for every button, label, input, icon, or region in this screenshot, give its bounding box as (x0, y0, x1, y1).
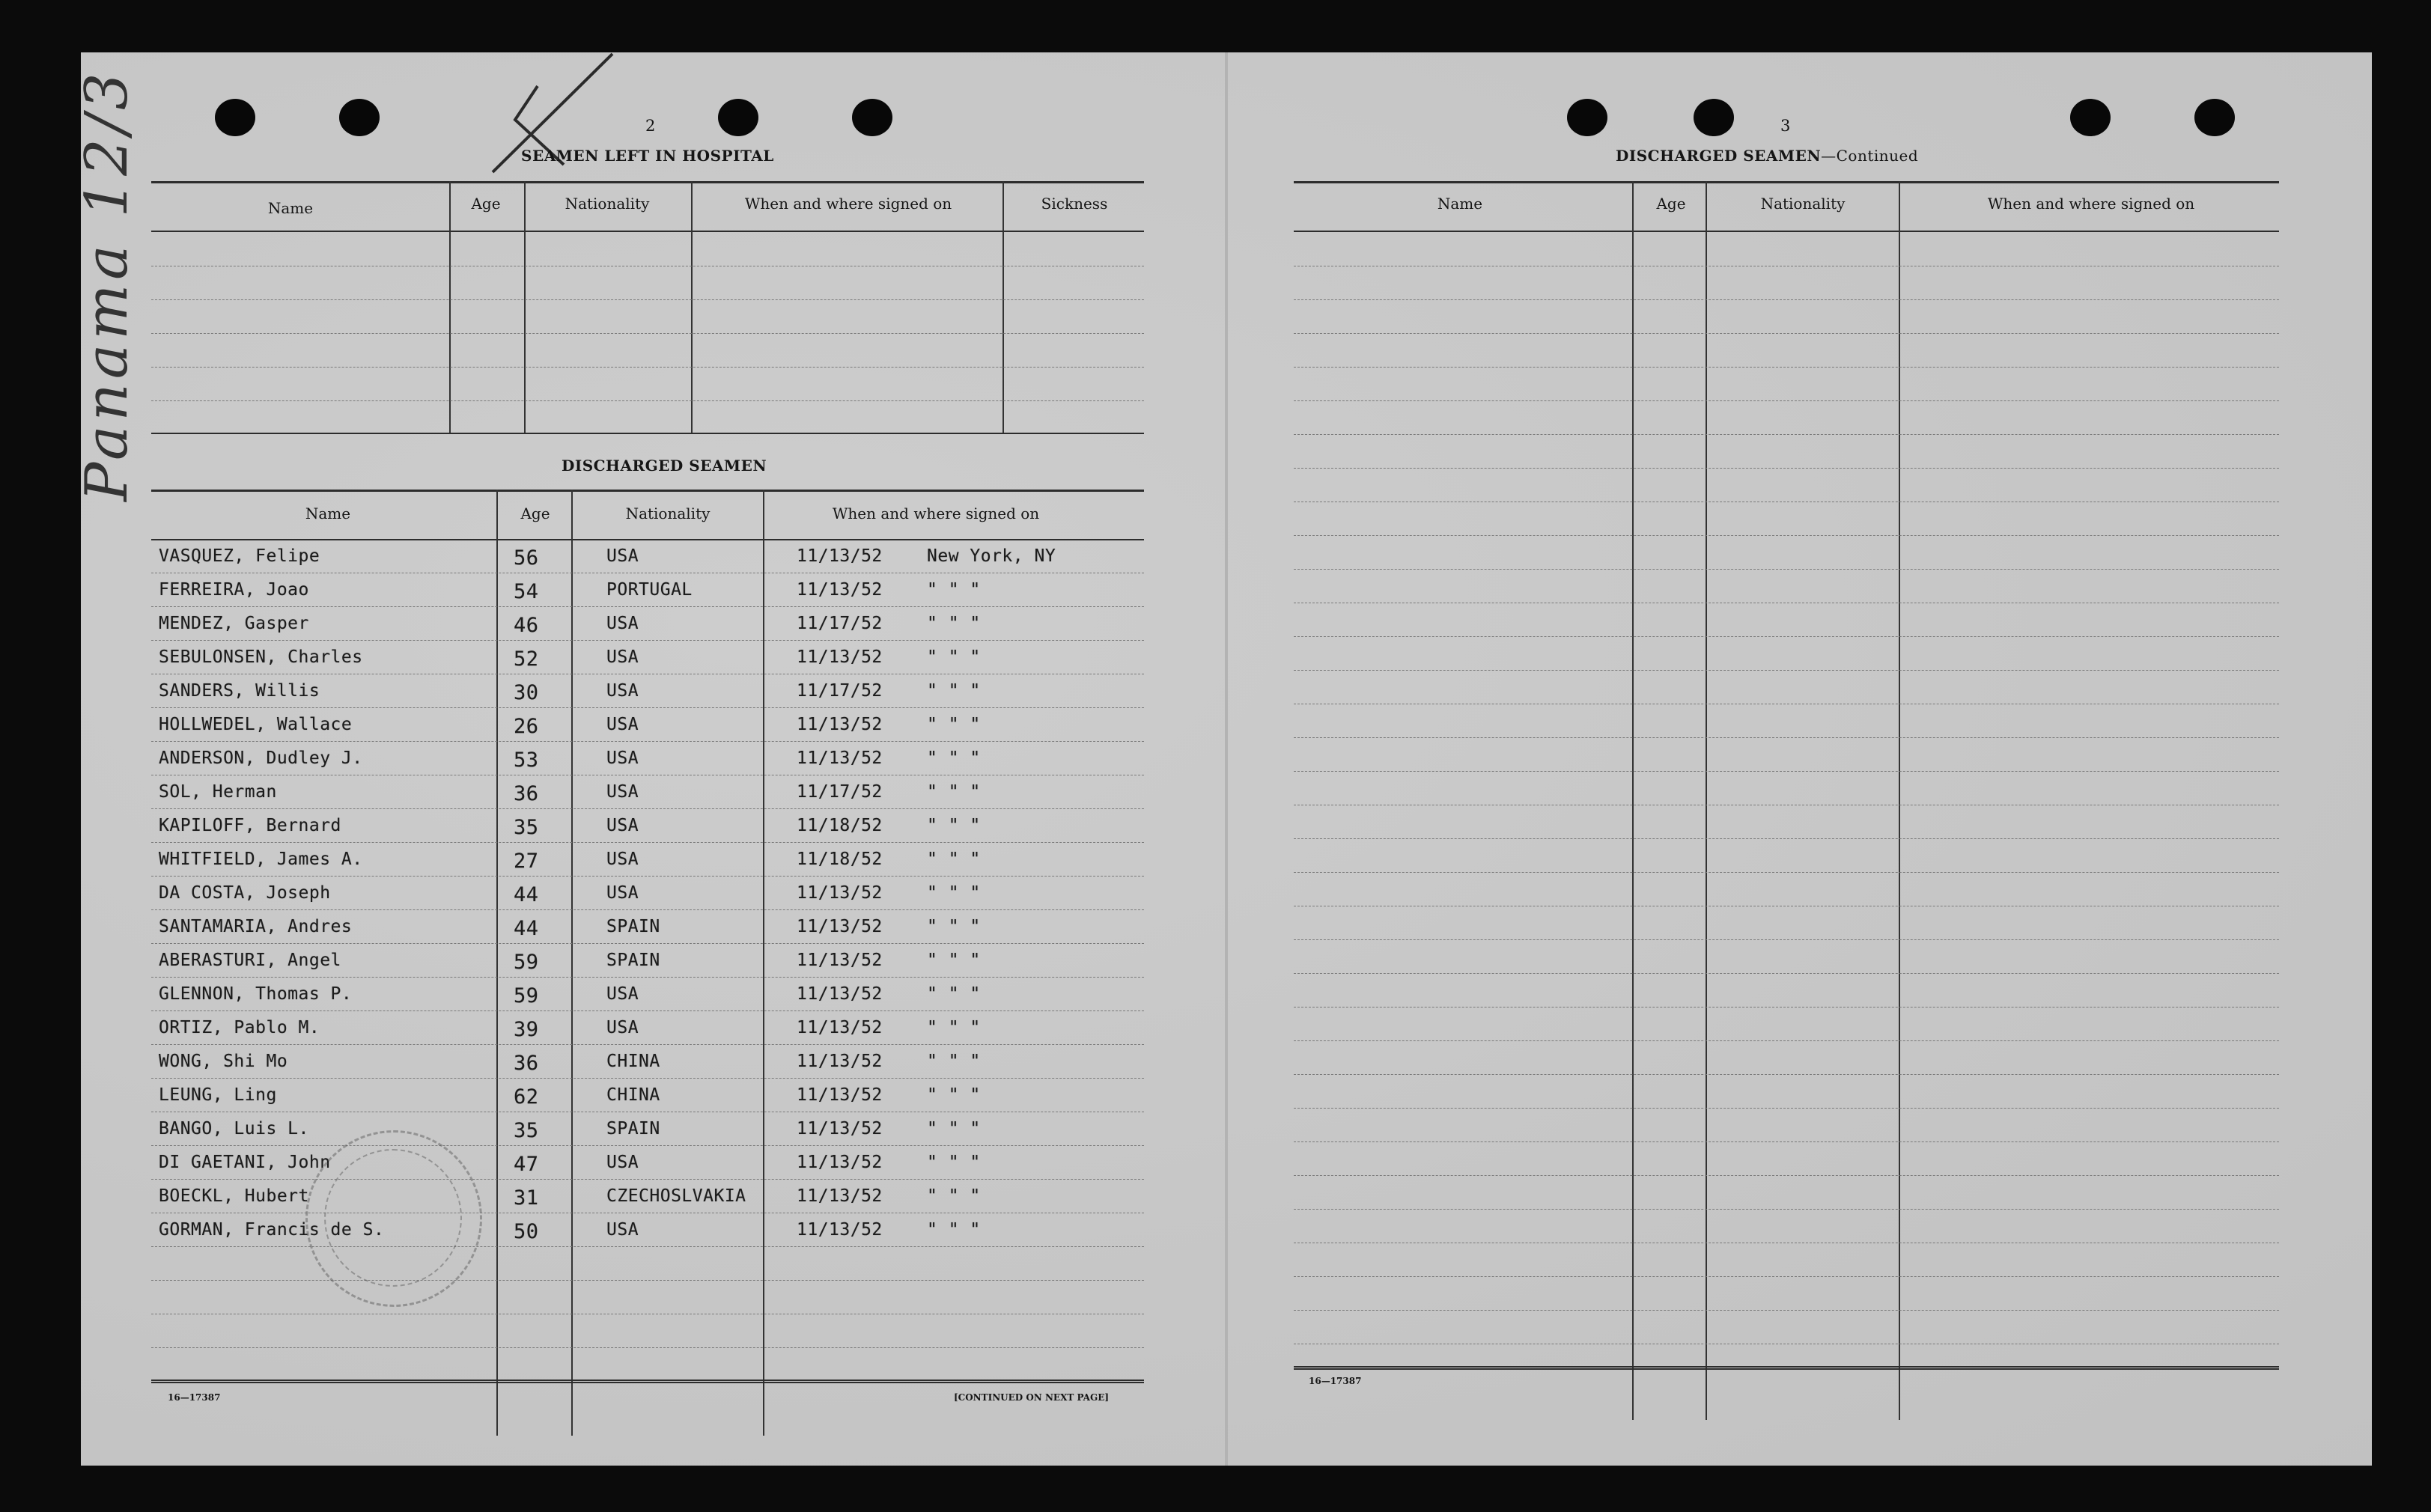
seaman-nationality: USA (606, 984, 639, 1004)
ruled-line (1294, 1040, 2279, 1041)
table-rule (151, 539, 1144, 540)
seaman-age: 36 (514, 1052, 539, 1075)
seaman-name: LEUNG, Ling (159, 1085, 277, 1105)
seaman-age: 54 (514, 580, 539, 603)
seaman-name: ORTIZ, Pablo M. (159, 1018, 320, 1037)
seaman-age: 31 (514, 1186, 539, 1210)
ruled-line (1294, 333, 2279, 334)
ruled-line (1294, 1074, 2279, 1075)
ruled-line (1294, 1141, 2279, 1142)
seaman-age: 56 (514, 546, 539, 570)
hospital-col-signed-on: When and where signed on (744, 195, 952, 213)
ruled-line (151, 1044, 1144, 1045)
seaman-name: SOL, Herman (159, 782, 277, 802)
ruled-line (1294, 434, 2279, 435)
continued-title-suffix: —Continued (1821, 147, 1919, 165)
page-fold (1225, 52, 1228, 1466)
punch-hole (215, 99, 255, 136)
signed-on-place: " " " (927, 782, 981, 802)
column-divider (524, 181, 526, 433)
seaman-nationality: USA (606, 850, 639, 869)
signed-on-date: 11/13/52 (797, 1085, 883, 1105)
ruled-line (151, 909, 1144, 910)
signed-on-place: " " " (927, 1119, 981, 1138)
table-rule (151, 1380, 1144, 1381)
seaman-age: 62 (514, 1085, 539, 1109)
ruled-line (1294, 737, 2279, 738)
seaman-age: 53 (514, 749, 539, 772)
ruled-line (151, 876, 1144, 877)
table-rule (1294, 231, 2279, 232)
signed-on-date: 11/13/52 (797, 1052, 883, 1071)
seaman-age: 39 (514, 1018, 539, 1041)
right-col-signed-on: When and where signed on (1987, 195, 2195, 213)
ruled-line (1294, 636, 2279, 637)
ruled-line (1294, 535, 2279, 536)
ruled-line (1294, 400, 2279, 401)
ruled-line (1294, 299, 2279, 300)
discharged-col-age: Age (520, 504, 550, 522)
seaman-name: WONG, Shi Mo (159, 1052, 288, 1071)
signed-on-date: 11/13/52 (797, 1153, 883, 1172)
seaman-nationality: CHINA (606, 1052, 660, 1071)
ruled-line (151, 741, 1144, 742)
column-divider (571, 490, 573, 1436)
seaman-nationality: USA (606, 1220, 639, 1240)
signed-on-place: " " " (927, 1052, 981, 1071)
seaman-name: KAPILOFF, Bernard (159, 816, 341, 835)
seaman-name: DI GAETANI, John (159, 1153, 331, 1172)
seaman-name: HOLLWEDEL, Wallace (159, 715, 353, 734)
hospital-section-title: SEAMEN LEFT IN HOSPITAL (521, 147, 774, 165)
form-number: 16—17387 (1309, 1376, 1362, 1386)
margin-handwritten-note: Panama 12/3 (73, 68, 141, 502)
seaman-age: 26 (514, 715, 539, 738)
ruled-line (151, 1347, 1144, 1348)
seaman-age: 59 (514, 951, 539, 974)
ruled-line (1294, 973, 2279, 974)
signed-on-date: 11/13/52 (797, 1220, 883, 1240)
seaman-nationality: USA (606, 749, 639, 768)
page-number: 3 (1780, 117, 1791, 135)
ruled-line (151, 943, 1144, 944)
document-sheet (73, 52, 2372, 1466)
signed-on-place: " " " (927, 614, 981, 633)
table-rule (1294, 1368, 2279, 1370)
seaman-age: 35 (514, 816, 539, 839)
signed-on-date: 11/17/52 (797, 782, 883, 802)
ruled-line (1294, 1276, 2279, 1277)
signed-on-date: 11/18/52 (797, 816, 883, 835)
signed-on-place: " " " (927, 580, 981, 600)
ruled-line (151, 606, 1144, 607)
ruled-line (1294, 569, 2279, 570)
seaman-age: 44 (514, 883, 539, 906)
seaman-nationality: USA (606, 883, 639, 903)
discharged-section-title: DISCHARGED SEAMEN (562, 457, 767, 475)
seaman-nationality: CZECHOSLVAKIA (606, 1186, 746, 1206)
signed-on-place: " " " (927, 1153, 981, 1172)
seaman-age: 52 (514, 647, 539, 671)
signed-on-place: " " " (927, 715, 981, 734)
ruled-line (151, 400, 1144, 401)
continued-section-title (1616, 147, 1918, 165)
signed-on-date: 11/17/52 (797, 614, 883, 633)
seaman-age: 35 (514, 1119, 539, 1142)
ruled-line (1294, 670, 2279, 671)
table-rule (1294, 1366, 2279, 1368)
ruled-line (1294, 1007, 2279, 1008)
seaman-nationality: USA (606, 647, 639, 667)
punch-hole (1567, 99, 1607, 136)
signed-on-date: 11/18/52 (797, 850, 883, 869)
signed-on-date: 11/13/52 (797, 1018, 883, 1037)
signed-on-place: " " " (927, 984, 981, 1004)
seaman-name: VASQUEZ, Felipe (159, 546, 320, 566)
seaman-nationality: USA (606, 546, 639, 566)
seaman-name: SEBULONSEN, Charles (159, 647, 363, 667)
ruled-line (1294, 872, 2279, 873)
signed-on-place: " " " (927, 681, 981, 701)
signed-on-date: 11/13/52 (797, 917, 883, 936)
seaman-name: FERREIRA, Joao (159, 580, 309, 600)
continued-title-text: DISCHARGED SEAMEN (1616, 147, 1822, 165)
ruled-line (151, 808, 1144, 809)
signed-on-date: 11/13/52 (797, 951, 883, 970)
punch-hole (718, 99, 758, 136)
signed-on-place: " " " (927, 1085, 981, 1105)
table-rule (151, 490, 1144, 492)
seaman-nationality: USA (606, 1018, 639, 1037)
column-divider (691, 181, 693, 433)
punch-hole (2070, 99, 2111, 136)
signed-on-place: " " " (927, 1220, 981, 1240)
seaman-age: 50 (514, 1220, 539, 1243)
ruled-line (1294, 367, 2279, 368)
seaman-nationality: USA (606, 782, 639, 802)
signed-on-place: New York, NY (927, 546, 1056, 566)
ruled-line (151, 1246, 1144, 1247)
ruled-line (151, 367, 1144, 368)
punch-hole (852, 99, 892, 136)
seaman-name: MENDEZ, Gasper (159, 614, 309, 633)
table-rule (151, 181, 1144, 183)
signed-on-date: 11/13/52 (797, 647, 883, 667)
seaman-name: ANDERSON, Dudley J. (159, 749, 363, 768)
signed-on-date: 11/13/52 (797, 1186, 883, 1206)
seaman-age: 44 (514, 917, 539, 940)
signed-on-place: " " " (927, 816, 981, 835)
table-rule (1294, 181, 2279, 183)
punch-hole (2194, 99, 2235, 136)
ruled-line (1294, 1175, 2279, 1176)
ruled-line (151, 1179, 1144, 1180)
ruled-line (1294, 1108, 2279, 1109)
seaman-nationality: USA (606, 816, 639, 835)
table-rule (151, 1382, 1144, 1383)
punch-hole (339, 99, 380, 136)
seaman-nationality: SPAIN (606, 1119, 660, 1138)
seaman-name: BOECKL, Hubert (159, 1186, 309, 1206)
seaman-name: SANDERS, Willis (159, 681, 320, 701)
ruled-line (1294, 771, 2279, 772)
seaman-nationality: USA (606, 681, 639, 701)
ruled-line (151, 1280, 1144, 1281)
signed-on-place: " " " (927, 1186, 981, 1206)
signed-on-date: 11/13/52 (797, 984, 883, 1004)
circular-stamp-inner (324, 1149, 462, 1287)
seaman-age: 30 (514, 681, 539, 704)
seaman-name: GLENNON, Thomas P. (159, 984, 353, 1004)
seaman-nationality: SPAIN (606, 917, 660, 936)
table-rule (151, 231, 1144, 232)
seaman-age: 27 (514, 850, 539, 873)
seaman-name: BANGO, Luis L. (159, 1119, 309, 1138)
discharged-col-signed-on: When and where signed on (832, 504, 1040, 522)
signed-on-date: 11/13/52 (797, 546, 883, 566)
seaman-nationality: USA (606, 715, 639, 734)
ruled-line (1294, 838, 2279, 839)
column-divider (496, 490, 498, 1436)
seaman-nationality: USA (606, 614, 639, 633)
discharged-col-nationality: Nationality (625, 504, 711, 522)
ruled-line (151, 842, 1144, 843)
column-divider (449, 181, 451, 433)
seaman-age: 36 (514, 782, 539, 805)
table-rule (151, 433, 1144, 434)
seaman-name: SANTAMARIA, Andres (159, 917, 353, 936)
signed-on-place: " " " (927, 951, 981, 970)
ruled-line (151, 640, 1144, 641)
ruled-line (1294, 468, 2279, 469)
hospital-col-sickness: Sickness (1041, 195, 1108, 213)
page-number: 2 (645, 117, 656, 135)
ruled-line (151, 1145, 1144, 1146)
form-number: 16—17387 (168, 1392, 221, 1403)
ruled-line (1294, 1310, 2279, 1311)
seaman-nationality: SPAIN (606, 951, 660, 970)
seaman-nationality: USA (606, 1153, 639, 1172)
punch-hole (1694, 99, 1734, 136)
signed-on-date: 11/13/52 (797, 715, 883, 734)
signed-on-place: " " " (927, 1018, 981, 1037)
signed-on-date: 11/13/52 (797, 883, 883, 903)
ruled-line (151, 1010, 1144, 1011)
ruled-line (151, 1078, 1144, 1079)
continued-note: [CONTINUED ON NEXT PAGE] (954, 1392, 1110, 1403)
seaman-name: DA COSTA, Joseph (159, 883, 331, 903)
seaman-nationality: PORTUGAL (606, 580, 693, 600)
column-divider (763, 490, 764, 1436)
signed-on-date: 11/13/52 (797, 580, 883, 600)
discharged-col-name: Name (305, 504, 351, 522)
ruled-line (1294, 1209, 2279, 1210)
column-divider (1002, 181, 1004, 433)
signed-on-place: " " " (927, 883, 981, 903)
seaman-age: 47 (514, 1153, 539, 1176)
right-col-age: Age (1656, 195, 1686, 213)
signed-on-date: 11/13/52 (797, 749, 883, 768)
seaman-age: 59 (514, 984, 539, 1008)
seaman-name: ABERASTURI, Angel (159, 951, 341, 970)
right-col-name: Name (1437, 195, 1483, 213)
hospital-col-name: Name (267, 199, 314, 217)
seaman-name: GORMAN, Francis de S. (159, 1220, 385, 1240)
signed-on-place: " " " (927, 647, 981, 667)
ruled-line (1294, 939, 2279, 940)
ruled-line (151, 977, 1144, 978)
hospital-col-age: Age (471, 195, 501, 213)
signed-on-date: 11/17/52 (797, 681, 883, 701)
seaman-age: 46 (514, 614, 539, 637)
signed-on-place: " " " (927, 917, 981, 936)
seaman-name: WHITFIELD, James A. (159, 850, 363, 869)
signed-on-place: " " " (927, 749, 981, 768)
ruled-line (151, 299, 1144, 300)
ruled-line (151, 333, 1144, 334)
signed-on-date: 11/13/52 (797, 1119, 883, 1138)
hospital-col-nationality: Nationality (565, 195, 650, 213)
seaman-nationality: CHINA (606, 1085, 660, 1105)
right-col-nationality: Nationality (1760, 195, 1846, 213)
ruled-line (151, 707, 1144, 708)
signed-on-place: " " " (927, 850, 981, 869)
